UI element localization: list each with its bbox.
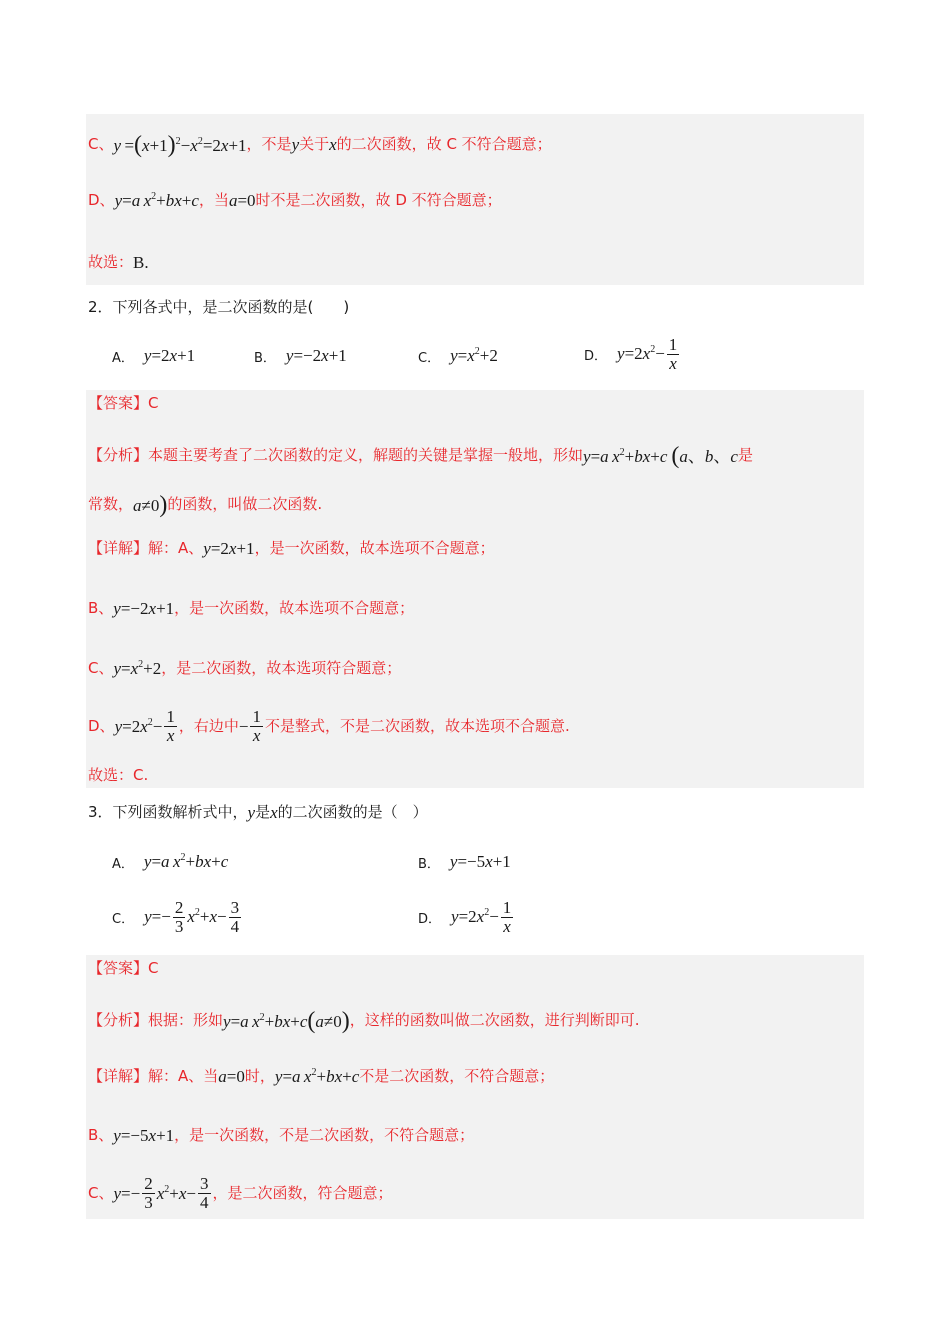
q2-detail-a: 【详解】 解：A、 y=2x+1 ，是一次函数，故本选项不合题意； <box>88 539 495 558</box>
q3-option-d[interactable]: D． $y=2x^2-$ $\frac{1}{x}$ <box>418 898 512 936</box>
q3-option-a[interactable]: A． y=a $x^2+bx+c$ <box>112 852 229 872</box>
q3-detail-c: C、 y=− $\frac{2}{3}$ $x^2+x-$ $\frac{3}{4}$ ，是二次函数，符合题意； <box>88 1174 393 1212</box>
q1-detail-c: C、 $y =(x+1)^2-x^2=2x+1$ ，不是 y 关于 x 的二次函数，故 C 不符合题意； <box>88 132 552 158</box>
q3-stem: 3．下列函数解析式中， y 是 x 的二次函数的是（ ） <box>88 803 428 822</box>
q1-detail-d: D、 y=a $x^2+bx+c$ ，当 a=0 时不是二次函数，故 D 不符合题意； <box>88 191 502 210</box>
fraction-3-over-4: $\frac{3}{4}$ <box>200 1174 209 1212</box>
fraction-1-over-x: $\frac{1}{x}$ <box>668 335 678 373</box>
q3-option-b[interactable]: B． y=−5x+1 <box>418 852 511 872</box>
q2-detail-c: C、 $y=x^2+2$ ，是二次函数，故本选项符合题意； <box>88 659 402 678</box>
q3-answer: 【答案】 C <box>88 959 159 977</box>
q2-option-a[interactable]: A． y=2x+1 <box>112 346 196 366</box>
fraction-1-over-x: $\frac{1}{x}$ <box>252 707 261 745</box>
q3-detail-b: B、 y=−5x+1 ，是一次函数，不是二次函数，不符合题意； <box>88 1126 475 1145</box>
q2-option-b[interactable]: B． y=−2x+1 <box>254 346 347 366</box>
q1-conclusion: 故选： B. <box>88 253 149 272</box>
q2-option-d[interactable]: D． $y=2x^2-$ $\frac{1}{x}$ <box>584 335 678 373</box>
q2-analysis-line1: 【分析】 本题主要考查了二次函数的定义，解题的关键是掌握一般地，形如 y=a $x^2+bx+c$ (a、b、c 是 <box>88 443 753 469</box>
q3-analysis: 【分析】 根据：形如 y=a $x^2+bx+c(a\ne 0)$ ，这样的函数叫做二次函数，进行判断即可. <box>88 1008 640 1034</box>
q2-detail-d: D、 $y=2x^2-$ $\frac{1}{x}$ ，右边中 − $\frac{1}{x}$ 不是整式，不是二次函数，故本选项不合题意. <box>88 707 570 745</box>
q2-answer: 【答案】 C <box>88 394 159 412</box>
fraction-2-over-3: $\frac{2}{3}$ <box>144 1174 153 1212</box>
q3-option-c[interactable]: C． y=− $\frac{2}{3}$ $x^2+x-$ $\frac{3}{4}$ <box>112 898 240 936</box>
fraction-3-over-4: $\frac{3}{4}$ <box>230 898 240 936</box>
fraction-1-over-x: $\frac{1}{x}$ <box>502 898 512 936</box>
q2-stem: 2．下列各式中，是二次函数的是( ) <box>88 298 350 316</box>
q2-analysis-line2: 常数， a≠0) 的函数，叫做二次函数. <box>88 492 323 518</box>
fraction-2-over-3: $\frac{2}{3}$ <box>174 898 184 936</box>
q2-option-c[interactable]: C． $y=x^2+2$ <box>418 346 498 366</box>
fraction-1-over-x: $\frac{1}{x}$ <box>166 707 175 745</box>
q3-detail-a: 【详解】 解：A、当 a=0 时， y=a $x^2+bx+c$ 不是二次函数，不符合题意； <box>88 1067 555 1086</box>
q2-detail-b: B、 y=−2x+1 ，是一次函数，故本选项不合题意； <box>88 599 415 618</box>
q2-conclusion: 故选：C. <box>88 766 149 784</box>
